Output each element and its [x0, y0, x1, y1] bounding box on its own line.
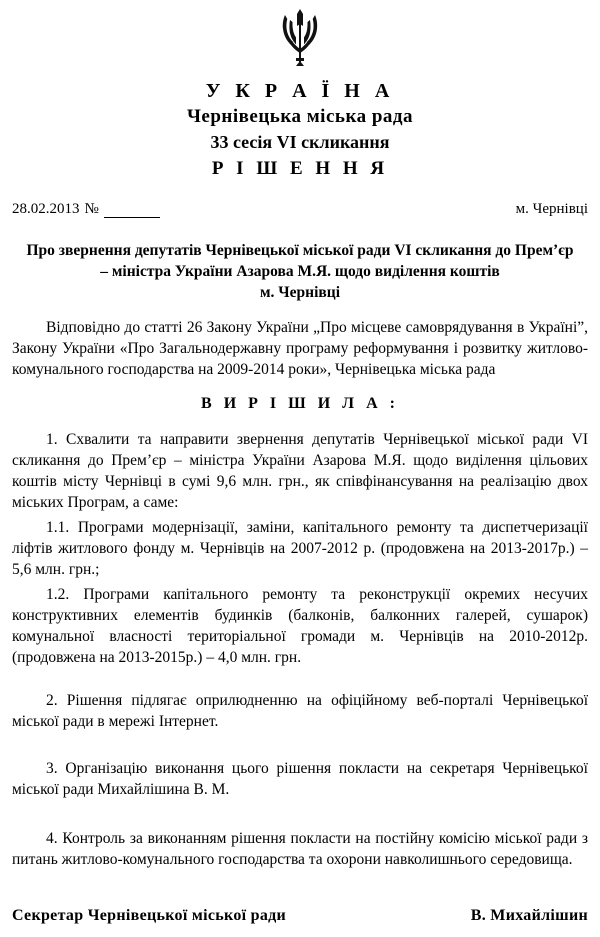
- ukraine-trident-emblem-icon: [278, 8, 322, 66]
- preamble-paragraph: Відповідно до статті 26 Закону України „Про місцеве самоврядування в Україні”, Закону України «Про Загальнодержавну програму реформування і розвитку житлово-комунального господарства на 2009-2014 роки», Чернівецька міська рада: [12, 319, 588, 378]
- signature-row: [8, 907, 592, 925]
- subject-line-2: Прем’єр – міністра України Азарова М.Я. щодо виділення коштів: [100, 242, 574, 280]
- meta-date-number: [12, 201, 160, 218]
- decision-item-3: 3. Організацію виконання цього рішення покласти на секретаря Чернівецької міської ради Михайлішина В. М.: [12, 760, 588, 798]
- subject-line-1: Про звернення депутатів Чернівецької міської ради VI скликання до: [26, 242, 512, 259]
- document-title-block: [8, 78, 592, 183]
- title-session: 33 сесія VI скликання: [210, 132, 390, 152]
- meta-date: 28.02.2013: [12, 201, 80, 217]
- decision-item-1-1: 1.1. Програми модернізації, заміни, капітального ремонту та диспетчеризації ліфтів житлового фонду м. Чернівців на 2007-2012 р. (продовжена на 2013-2017р.) – 5,6 млн. грн.;: [12, 519, 588, 578]
- meta-city: м. Чернівці: [515, 201, 588, 217]
- meta-number-label: №: [84, 201, 99, 217]
- decision-item-2: 2. Рішення підлягає оприлюдненню на офіційному веб-порталі Чернівецької міської ради в мережі Інтернет.: [12, 692, 588, 730]
- document-subject: [22, 240, 578, 303]
- decision-item-1: 1. Схвалити та направити звернення депутатів Чернівецької міської ради VI скликання до Прем’єр – міністра України Азарова М.Я. щодо виділення цільових коштів місту Чернівці в сумі 9,6 млн. грн., як співфінансування на реалізацію двох міських Програм, а саме:: [12, 431, 588, 511]
- signature-name: В. Михайлішин: [470, 907, 588, 924]
- verdict-heading: В И Р І Ш И Л А :: [201, 395, 399, 412]
- document-meta-row: [8, 201, 592, 218]
- title-country: У К Р А Ї Н А: [205, 80, 395, 102]
- decision-item-4: 4. Контроль за виконанням рішення покласти на постійну комісію міської ради з питань житлово-комунального господарства та охорони навколишнього середовища.: [12, 830, 588, 868]
- decision-item-1-2: 1.2. Програми капітального ремонту та реконструкції окремих несучих конструктивних елементів будинків (балконів, балконних галерей, сушарок) комунальної власності територіальної громади м. Чернівців на 2010-2012р. (продовжена на 2013-2015р.) – 4,0 млн. грн.: [12, 586, 588, 666]
- subject-line-3: м. Чернівці: [259, 284, 341, 301]
- meta-number-blank: [104, 204, 160, 218]
- title-council: Чернівецька міська рада: [186, 106, 414, 127]
- emblem-container: [8, 0, 592, 70]
- title-doc-type: Р І Ш Е Н Н Я: [211, 158, 389, 179]
- signature-position: Секретар Чернівецької міської ради: [12, 907, 287, 924]
